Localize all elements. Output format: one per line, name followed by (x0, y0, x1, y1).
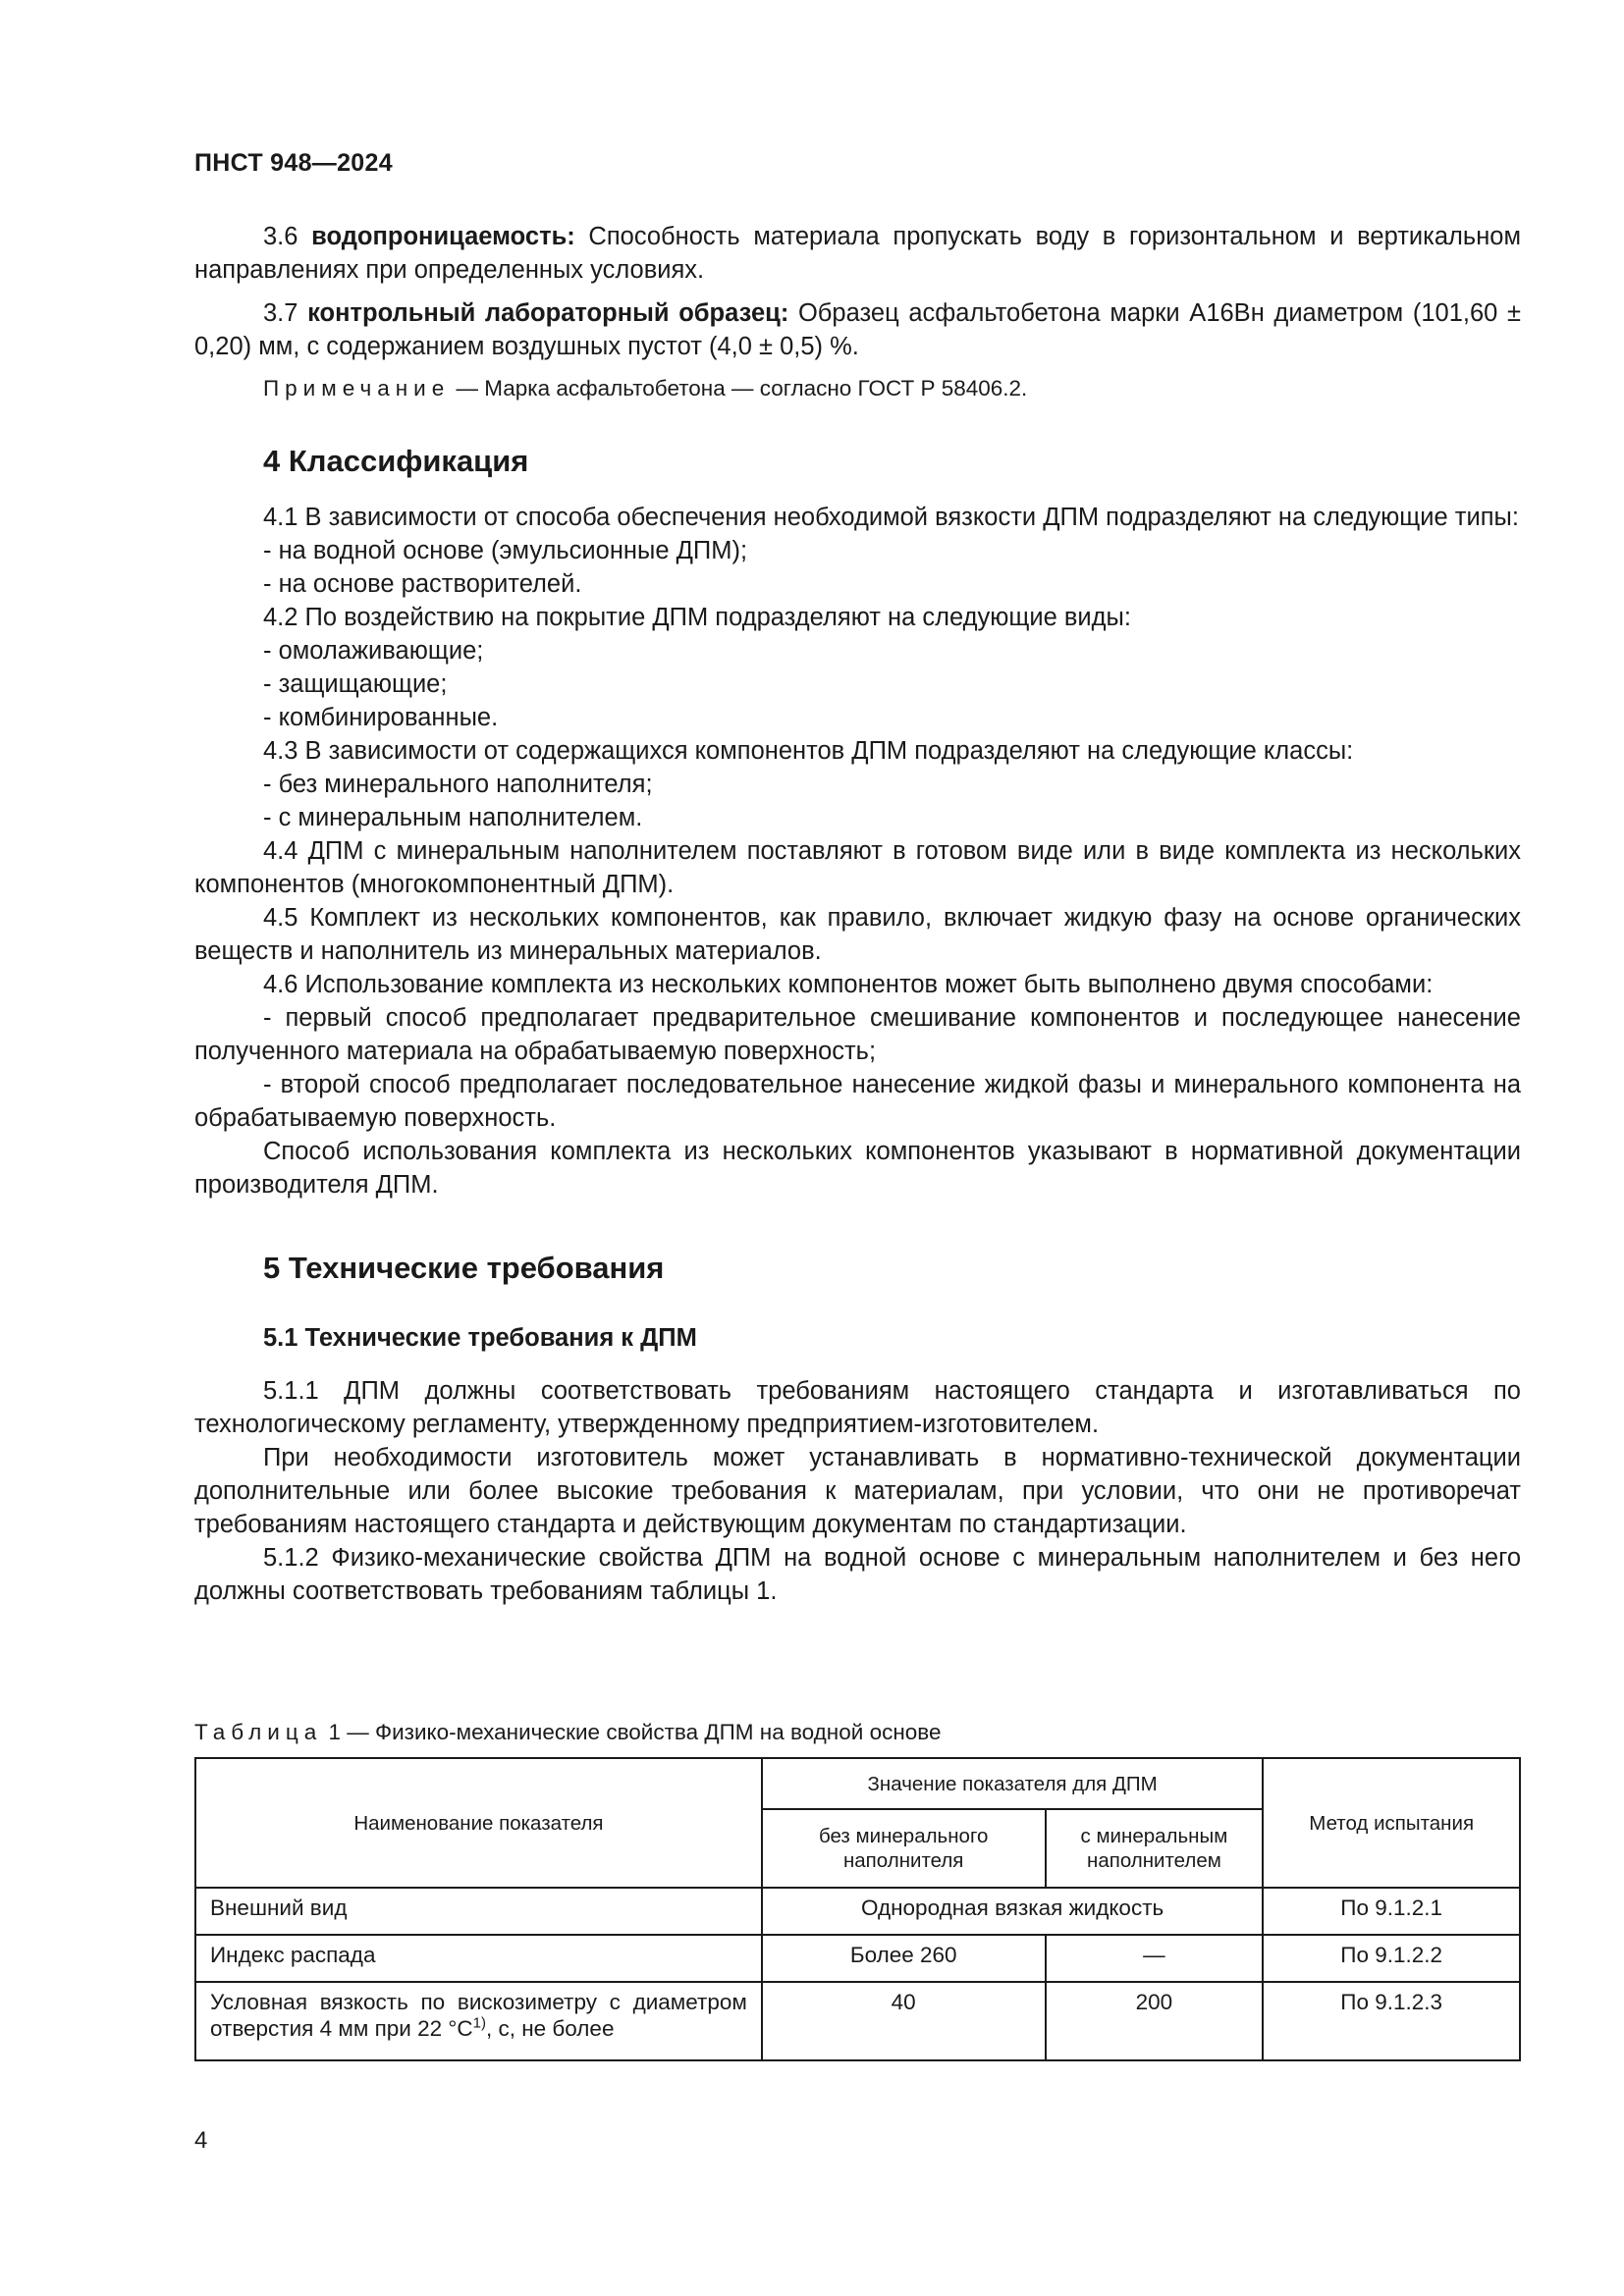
note-text: — Марка асфальтобетона — согласно ГОСТ Р 58406.2. (450, 376, 1028, 400)
list-item: - без минерального наполнителя; (263, 771, 653, 798)
para-5-1-1-b: При необходимости изготовитель может устанавливать в нормативно-технической документации дополнительные или более высокие требования к материалам, при условии, что они не противоречат требованиям настоящего стандарта и действующим документам по стандартизации. (194, 1444, 1521, 1538)
cell-no-filler: 40 (762, 1982, 1046, 2060)
list-item: - комбинированные. (263, 704, 499, 731)
section-5-heading: 5 Технические требования (263, 1251, 665, 1285)
footnote-ref: 1) (472, 2014, 486, 2032)
col-header-method: Метод испытания (1263, 1758, 1520, 1888)
definition-3-7 (194, 296, 1521, 363)
col-header-no-filler: без минерального наполнителя (762, 1809, 1046, 1888)
body-text (194, 220, 1521, 1608)
note (194, 373, 1521, 404)
properties-table (194, 1757, 1521, 2061)
para-4-1: 4.1 В зависимости от способа обеспечения необходимой вязкости ДПМ подразделяют на следующие типы: (263, 504, 1519, 531)
list-item: - на основе растворителей. (263, 570, 582, 598)
definition-3-6 (194, 220, 1521, 287)
page-number: 4 (194, 2127, 208, 2154)
cell-name: Индекс распада (195, 1935, 762, 1982)
list-item: - защищающие; (263, 670, 448, 698)
cell-method: По 9.1.2.3 (1263, 1982, 1520, 2060)
para-4-3: 4.3 В зависимости от содержащихся компонентов ДПМ подразделяют на следующие классы: (263, 737, 1354, 765)
para-5-1-2: 5.1.2 Физико-механические свойства ДПМ на водной основе с минеральным наполнителем и без него должны соответствовать требованиям таблицы 1. (194, 1544, 1521, 1605)
col-header-with-filler: с минеральным наполнителем (1046, 1809, 1264, 1888)
subsection-5-1-heading: 5.1 Технические требования к ДПМ (263, 1324, 697, 1352)
cell-name-text: Условная вязкость по вискозиметру с диаметром отверстия 4 мм при 22 °С (210, 1990, 747, 2041)
section-4-heading: 4 Классификация (263, 444, 529, 478)
cell-with-filler: — (1046, 1935, 1264, 1982)
caption-text: 1 — Физико-механические свойства ДПМ на водной основе (322, 1720, 942, 1744)
list-item: - на водной основе (эмульсионные ДПМ); (263, 537, 748, 564)
para-4-4: 4.4 ДПМ с минеральным наполнителем поставляют в готовом виде или в виде комплекта из нескольких компонентов (многокомпонентный ДПМ). (194, 837, 1521, 898)
col-header-value-group: Значение показателя для ДПМ (762, 1758, 1263, 1809)
table-row (195, 1982, 1520, 2060)
def-text: Способность материала пропускать воду в горизонтальном и вертикальном направлениях при определенных условиях. (194, 223, 1521, 284)
table-row (195, 1935, 1520, 1982)
cell-value-merged: Однородная вязкая жидкость (762, 1888, 1263, 1935)
list-item: - омолаживающие; (263, 637, 484, 665)
para-4-2: 4.2 По воздействию на покрытие ДПМ подразделяют на следующие виды: (263, 604, 1131, 631)
para-4-5: 4.5 Комплект из нескольких компонентов, как правило, включает жидкую фазу на основе органических веществ и наполнитель из минеральных материалов. (194, 904, 1521, 965)
cell-method: По 9.1.2.2 (1263, 1935, 1520, 1982)
col-header-name: Наименование показателя (195, 1758, 762, 1888)
def-number: 3.7 (263, 299, 298, 327)
list-item: - второй способ предполагает последовательное нанесение жидкой фазы и минерального компонента на обрабатываемую поверхность. (194, 1071, 1521, 1132)
table-row (195, 1888, 1520, 1935)
list-item: - первый способ предполагает предварительное смешивание компонентов и последующее нанесение полученного материала на обрабатываемую поверхность; (194, 1004, 1521, 1065)
para-4-6-note: Способ использования комплекта из нескольких компонентов указывают в нормативной документации производителя ДПМ. (194, 1138, 1521, 1199)
cell-name (195, 1982, 762, 2060)
caption-label: Таблица (194, 1720, 323, 1744)
list-item: - с минеральным наполнителем. (263, 804, 643, 831)
cell-name-text: , с, не более (485, 2016, 615, 2041)
def-number: 3.6 (263, 223, 298, 250)
para-5-1-1: 5.1.1 ДПМ должны соответствовать требованиям настоящего стандарта и изготавливаться по технологическому регламенту, утвержденному предприятием-изготовителем. (194, 1377, 1521, 1438)
def-term: водопроницаемость: (311, 223, 575, 250)
document-code: ПНСТ 948—2024 (194, 149, 393, 177)
def-term: контрольный лабораторный образец: (307, 299, 789, 327)
cell-method: По 9.1.2.1 (1263, 1888, 1520, 1935)
note-label: Примечание (263, 376, 451, 400)
cell-no-filler: Более 260 (762, 1935, 1046, 1982)
def-text: Образец асфальтобетона марки А16Вн диаметром (101,60 ± 0,20) мм, с содержанием воздушных пустот (4,0 ± 0,5) %. (194, 299, 1521, 360)
para-4-6: 4.6 Использование комплекта из нескольких компонентов может быть выполнено двумя способами: (263, 971, 1434, 998)
table-caption (194, 1720, 942, 1745)
cell-with-filler: 200 (1046, 1982, 1264, 2060)
cell-name: Внешний вид (195, 1888, 762, 1935)
